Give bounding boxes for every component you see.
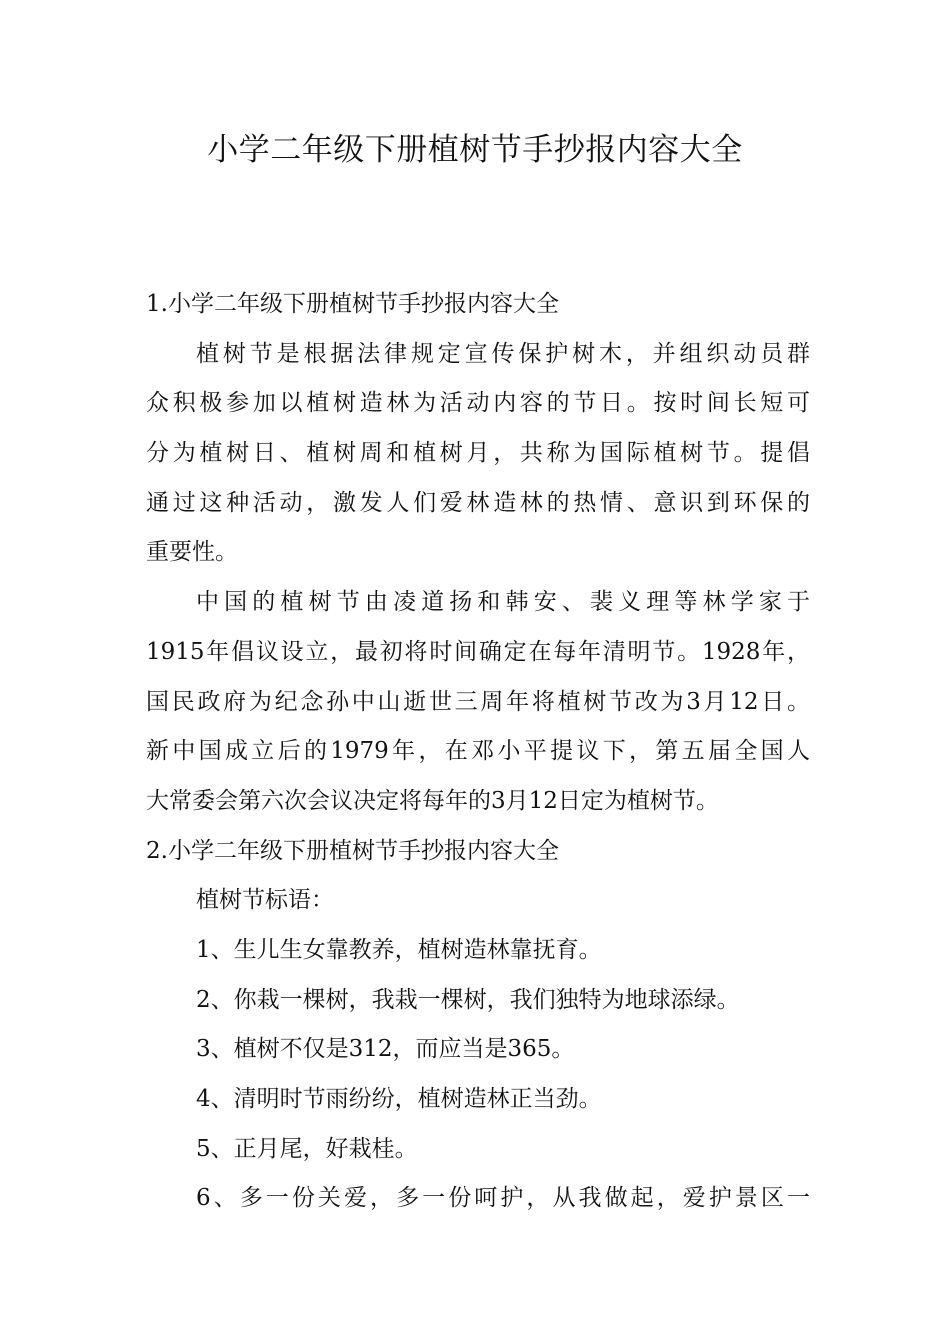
text-line: 重要性。 bbox=[146, 539, 238, 566]
text-line: 通过这种活动，激发人们爱林造林的热情、意识到环保的 bbox=[146, 489, 810, 516]
document-body bbox=[146, 280, 810, 1224]
text-line: 3、植树不仅是312，而应当是365。 bbox=[196, 1036, 575, 1063]
text-line: 6、多一份关爱，多一份呵护，从我做起，爱护景区一 bbox=[196, 1185, 810, 1212]
text-line: 植树节标语： bbox=[196, 887, 334, 914]
text-line: 2、你栽一棵树，我栽一棵树，我们独特为地球添绿。 bbox=[196, 986, 740, 1013]
text-line: 1915年倡议设立，最初将时间确定在每年清明节。1928年， bbox=[146, 638, 810, 665]
text-line: 众积极参加以植树造林为活动内容的节日。按时间长短可 bbox=[146, 390, 810, 417]
text-line: 1.小学二年级下册植树节手抄报内容大全 bbox=[146, 291, 559, 317]
text-line: 中国的植树节由凌道扬和韩安、裴义理等林学家于 bbox=[196, 589, 810, 616]
text-line: 大常委会第六次会议决定将每年的3月12日定为植树节。 bbox=[146, 787, 719, 814]
text-line: 植树节是根据法律规定宣传保护树木，并组织动员群 bbox=[196, 340, 810, 367]
text-line: 新中国成立后的1979年，在邓小平提议下，第五届全国人 bbox=[146, 738, 810, 765]
text-line: 国民政府为纪念孙中山逝世三周年将植树节改为3月12日。 bbox=[146, 688, 810, 715]
document-title: 小学二年级下册植树节手抄报内容大全 bbox=[207, 132, 743, 168]
text-line: 分为植树日、植树周和植树月，共称为国际植树节。提倡 bbox=[146, 440, 810, 467]
text-line: 4、清明时节雨纷纷，植树造林正当劲。 bbox=[196, 1086, 602, 1112]
text-line: 2.小学二年级下册植树节手抄报内容大全 bbox=[146, 837, 559, 864]
text-line: 1、生儿生女靠教养，植树造林靠抚育。 bbox=[196, 936, 602, 963]
text-line: 5、正月尾，好栽桂。 bbox=[196, 1135, 418, 1162]
